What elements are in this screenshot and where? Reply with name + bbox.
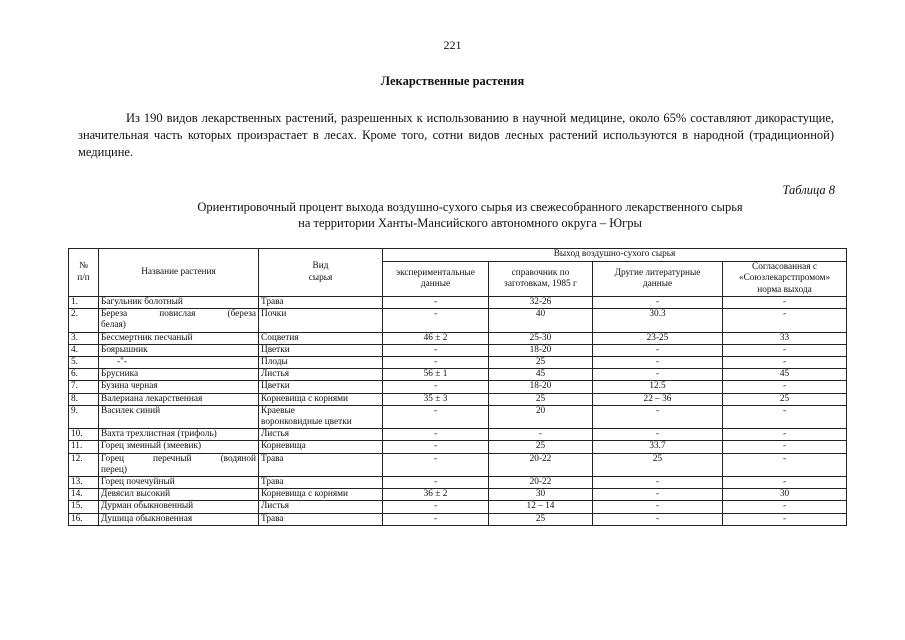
table-row: 3. Бессмертник песчаный Соцветия 46 ± 2 25-30 23-25 33 [69,332,847,344]
table-caption [0,199,905,231]
table-row: 10. Вахта трехлистная (трифоль) Листья - - - - [69,429,847,441]
caption-line: Ориентировочный процент выхода воздушно-сухого сырья из свежесобранного лекарственного сырья [197,200,743,214]
intro-paragraph: Из 190 видов лекарственных растений, разрешенных к использованию в научной медицине, около 65% составляют дикорастущие, значительная часть которых произрастает в лесах. Кроме того, сотни видов лесных растений используются в народной (традиционной) медицине. [78,111,834,159]
table-row: 14. Девясил высокий Корневища с корнями 36 ± 2 30 - 30 [69,489,847,501]
header-plant-name: Название растения [99,249,259,297]
table-row: 4. Боярышник Цветки - 18-20 - - [69,344,847,356]
table-row: 16. Душица обыкновенная Трава - 25 - - [69,513,847,525]
header-reference-1985: справочник по заготовкам, 1985 г [489,262,593,297]
table-row: 6. Брусника Листья 56 ± 1 45 - 45 [69,369,847,381]
table-row: 11. Горец змеиный (змеевик) Корневища - 25 33.7 - [69,441,847,453]
caption-line: на территории Ханты-Мансийского автономного округа – Югры [298,216,642,230]
header-agreed-norm: Согласованная с «Союзлекарстпромом» норма выхода [723,262,847,297]
table-row: 12. Горец перечный (водяной перец) Трава - 20-22 25 - [69,453,847,476]
table-row: 2. Береза повислая (береза белая) Почки - 40 30.3 - [69,309,847,332]
header-experimental: экспериментальные данные [383,262,489,297]
page-number: 221 [443,38,462,52]
table-row: 1. Багульник болотный Трава - 32-26 - - [69,297,847,309]
section-heading: Лекарственные растения [380,74,525,88]
table-row: 7. Бузина черная Цветки - 18-20 12.5 - [69,381,847,393]
table-row: 15. Дурман обыкновенный Листья - 12 – 14 - - [69,501,847,513]
herbs-table [68,248,847,526]
header-yield: Выход воздушно-сухого сырья [383,249,847,262]
table-row: 8. Валериана лекарственная Корневища с корнями 35 ± 3 25 22 – 36 25 [69,393,847,405]
header-number: № п/п [69,249,99,297]
header-literature: Другие литературные данные [593,262,723,297]
table-row: 13. Горец почечуйный Трава - 20-22 - - [69,477,847,489]
table-row: 5. -"- Плоды - 25 - - [69,357,847,369]
table-row: 9. Василек синий Краевые воронковидные цветки - 20 - - [69,405,847,428]
header-raw-material-type: Вид сырья [259,249,383,297]
table-label: Таблица 8 [782,183,835,197]
table-header-row [69,249,847,262]
